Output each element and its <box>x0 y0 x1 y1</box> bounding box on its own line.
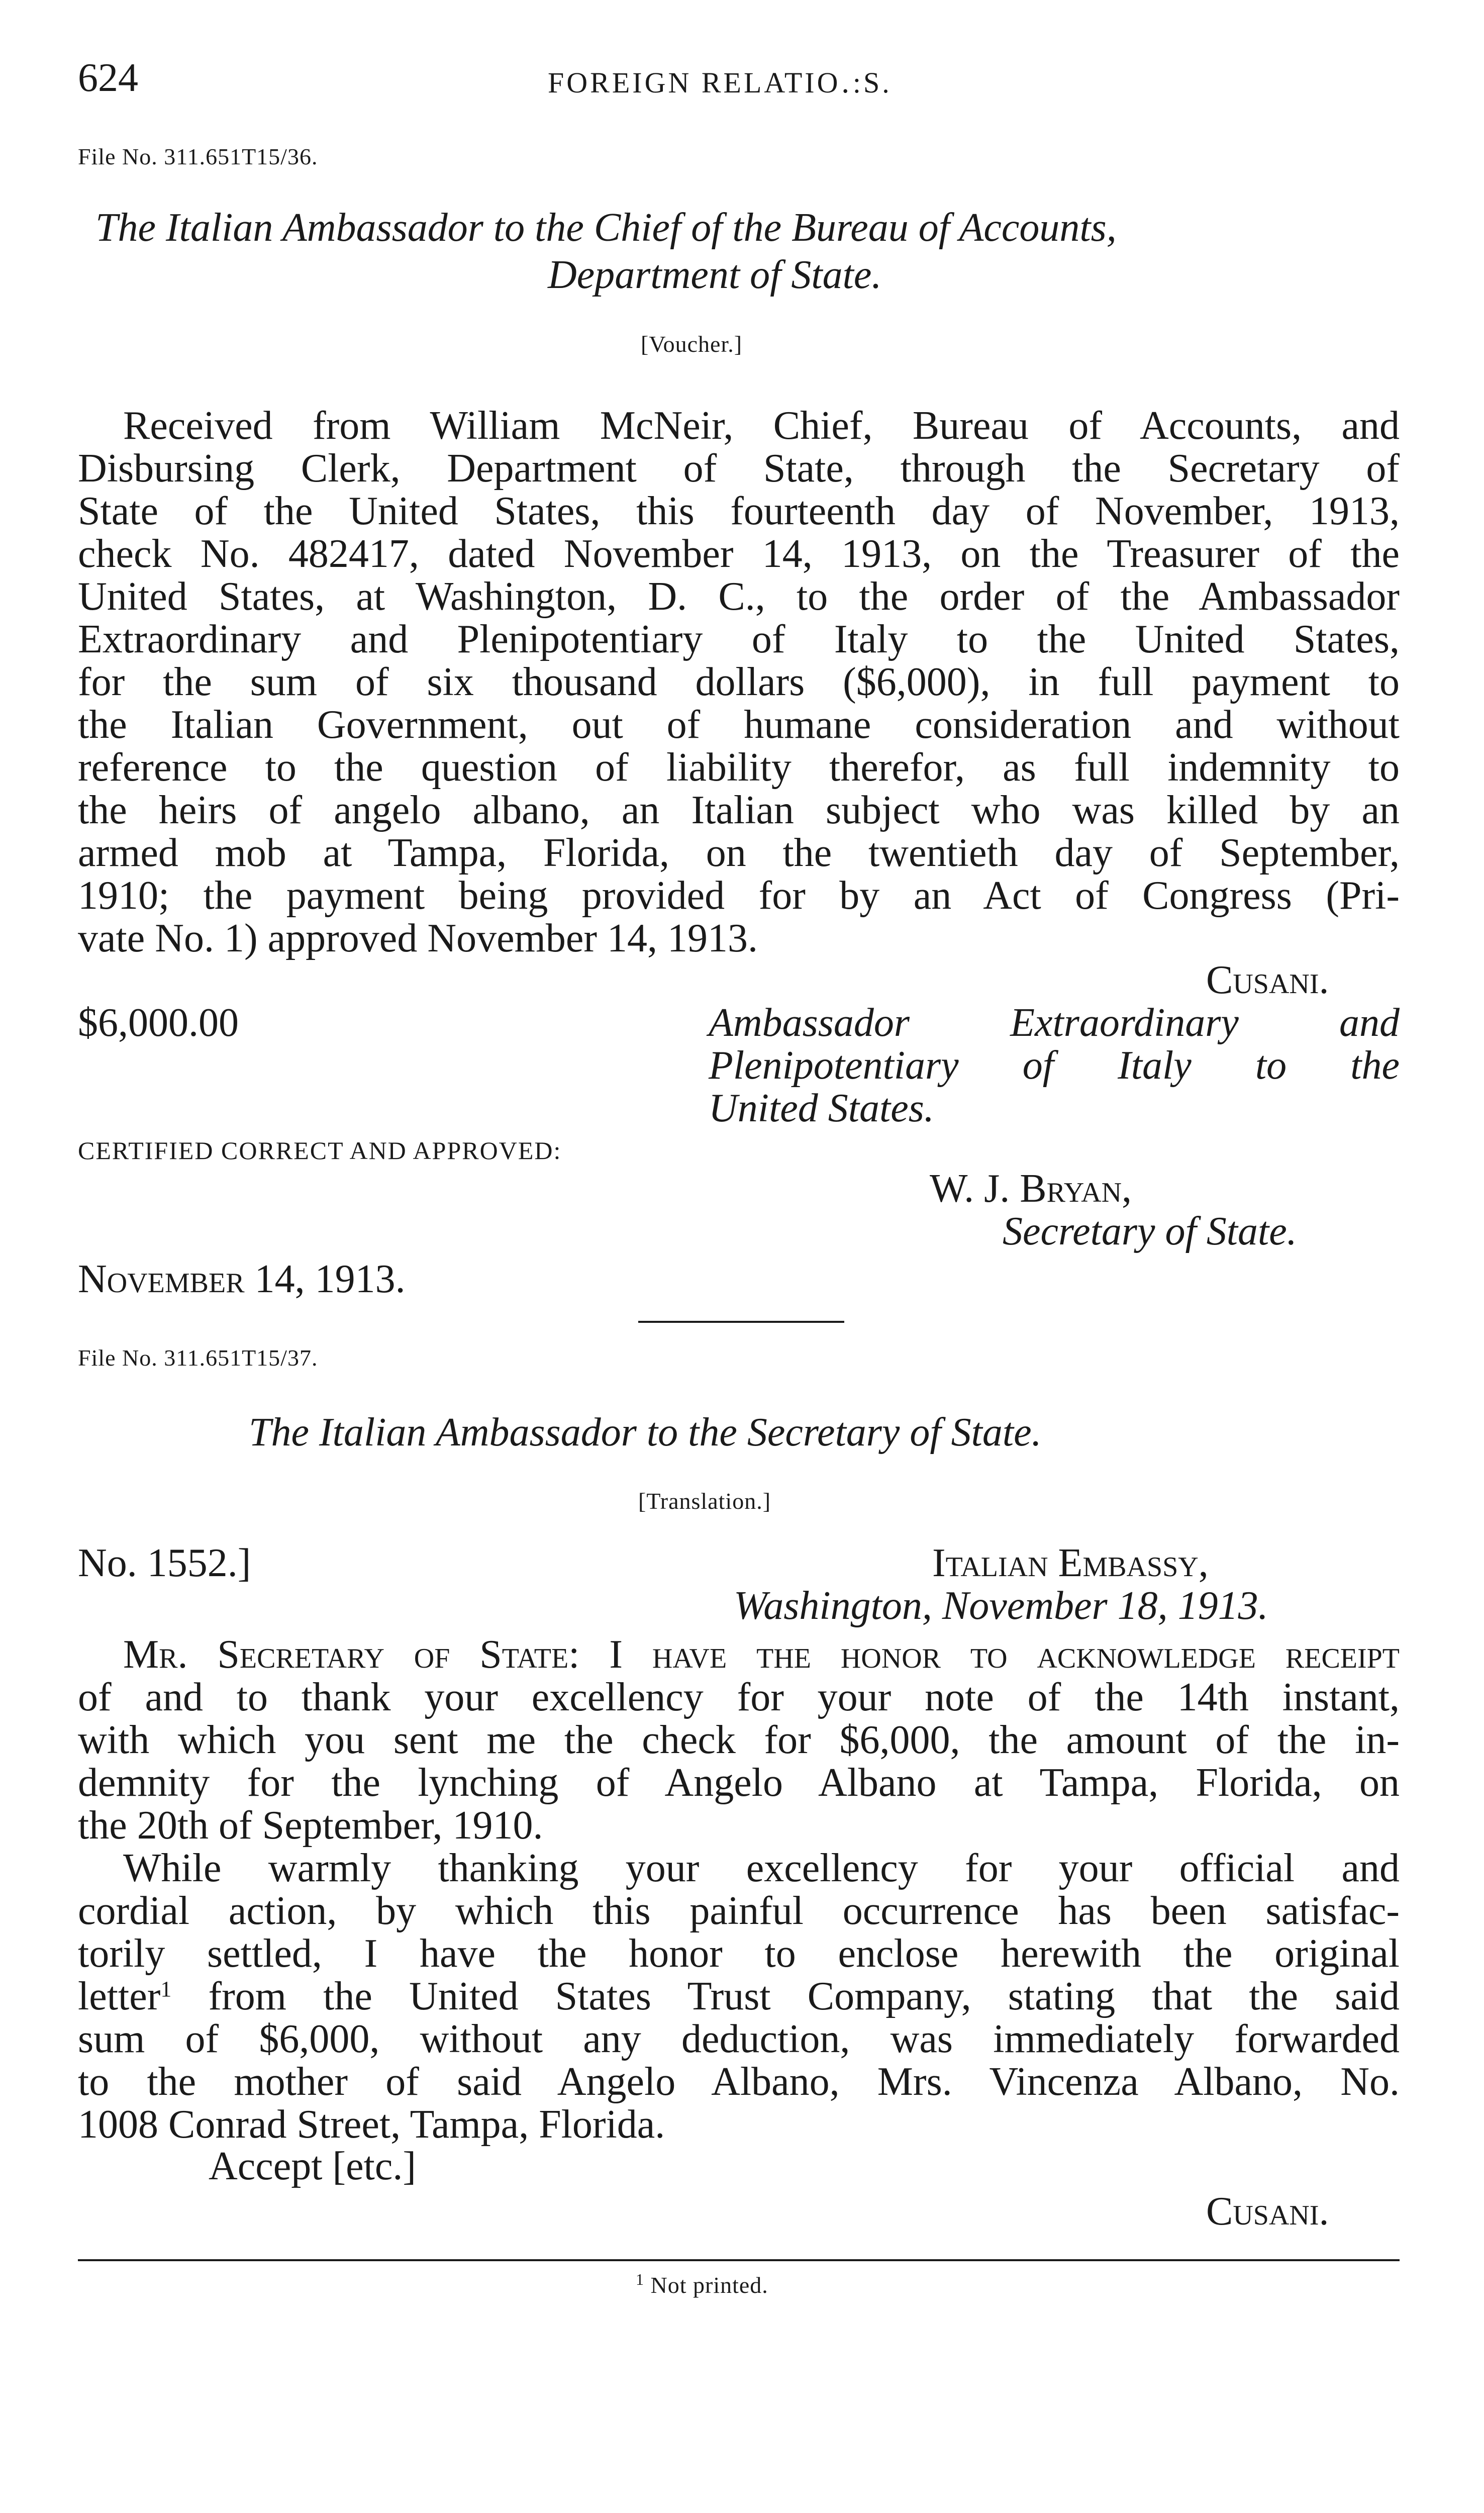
doc1-signer-title-line: Plenipotentiary of Italy to the <box>709 1043 1400 1088</box>
doc1-body-line: United States, at Washington, D. C., to the order of the Ambassador <box>78 574 1400 619</box>
file-number-1: File No. 311.651T15/36. <box>78 144 318 169</box>
doc1-signer-title-line: Ambassador Extraordinary and <box>709 1001 1400 1045</box>
doc2-body-line: cordial action, by which this painful occurrence has been satisfac- <box>78 1889 1400 1933</box>
doc1-body-line: the Italian Government, out of humane consideration and without <box>78 703 1400 747</box>
footnote-rule <box>78 2259 1400 2261</box>
doc1-amount: $6,000.00 <box>78 1001 239 1045</box>
doc1-body-line: Disbursing Clerk, Department of State, through the Secretary of <box>78 446 1400 491</box>
footnote-marker: 1 <box>636 2270 644 2288</box>
approver-name: W. J. Bryan, <box>930 1167 1132 1211</box>
doc2-body-line: sum of $6,000, without any deduction, was immediately forwarded <box>78 2017 1400 2061</box>
doc1-body-line: for the sum of six thousand dollars ($6,000), in full payment to <box>78 660 1400 704</box>
salutation: Mr. Secretary of State: I have the honor to acknowledge receipt <box>123 1632 1400 1677</box>
doc1-body-line: check No. 482417, dated November 14, 1913, on the Treasurer of the <box>78 532 1400 576</box>
doc1-body-line: reference to the question of liability therefor, as full indemnity to <box>78 745 1400 790</box>
doc1-body-line: armed mob at Tampa, Florida, on the twentieth day of September, <box>78 831 1400 875</box>
doc2-body-line: of and to thank your excellency for your note of the 14th instant, <box>78 1675 1400 1719</box>
doc2-title: The Italian Ambassador to the Secretary of State. <box>249 1410 1042 1455</box>
page-number: 624 <box>78 56 138 100</box>
doc2-body-line: 1008 Conrad Street, Tampa, Florida. <box>78 2102 665 2147</box>
section-divider <box>638 1321 844 1323</box>
doc1-body-line: the heirs of angelo albano, an Italian subject who was killed by an <box>78 788 1400 832</box>
footnote <box>636 2272 768 2298</box>
doc2-signer: Cusani. <box>1206 2189 1329 2234</box>
doc2-body-line <box>78 1973 1400 2020</box>
doc2-closing: Accept [etc.] <box>209 2144 417 2188</box>
doc2-number: No. 1552.] <box>78 1541 251 1585</box>
doc1-bracket-label: [Voucher.] <box>641 331 743 357</box>
doc2-body-line: to the mother of said Angelo Albano, Mrs. Vincenza Albano, No. <box>78 2060 1400 2104</box>
footnote-ref: 1 <box>160 1977 172 2001</box>
doc2-sender: Italian Embassy, <box>932 1541 1209 1585</box>
doc2-bracket-label: [Translation.] <box>638 1488 771 1514</box>
certified-label: CERTIFIED CORRECT AND APPROVED: <box>78 1136 562 1165</box>
doc1-body-line: Received from William McNeir, Chief, Bureau of Accounts, and <box>123 404 1400 448</box>
file-number-2: File No. 311.651T15/37. <box>78 1345 318 1371</box>
approver-title: Secretary of State. <box>1003 1209 1297 1253</box>
doc1-body-line: Extraordinary and Plenipotentiary of Italy to the United States, <box>78 617 1400 661</box>
doc1-body-line: 1910; the payment being provided for by an Act of Congress (Pri- <box>78 874 1400 918</box>
running-title: FOREIGN RELATIO․:S. <box>548 66 892 99</box>
doc2-body-line <box>123 1631 1400 1678</box>
doc1-body-line: vate No. 1) approved November 14, 1913. <box>78 916 758 960</box>
doc1-date: November 14, 1913. <box>78 1257 406 1301</box>
doc2-place-date: Washington, November 18, 1913. <box>734 1584 1268 1628</box>
doc2-body-line: torily settled, I have the honor to enclose herewith the original <box>78 1931 1400 1976</box>
doc1-title-line1: The Italian Ambassador to the Chief of the Bureau of Accounts, <box>95 206 1117 250</box>
doc1-signer-title-line: United States. <box>709 1086 934 1130</box>
doc1-signer: Cusani. <box>1206 958 1329 1002</box>
doc2-body-line: the 20th of September, 1910. <box>78 1803 543 1848</box>
doc2-body-line: with which you sent me the check for $6,000, the amount of the in- <box>78 1718 1400 1762</box>
footnote-text: Not printed. <box>650 2272 768 2298</box>
doc1-body-line: State of the United States, this fourteenth day of November, 1913, <box>78 489 1400 533</box>
letter-continuation: from the United States Trust Company, stating that the said <box>171 1974 1400 2018</box>
doc2-body-line: While warmly thanking your excellency for your official and <box>123 1846 1400 1890</box>
doc2-body-line: demnity for the lynching of Angelo Albano at Tampa, Florida, on <box>78 1761 1400 1805</box>
letter-word: letter <box>78 1974 161 2018</box>
doc1-title-line2: Department of State. <box>548 253 882 297</box>
